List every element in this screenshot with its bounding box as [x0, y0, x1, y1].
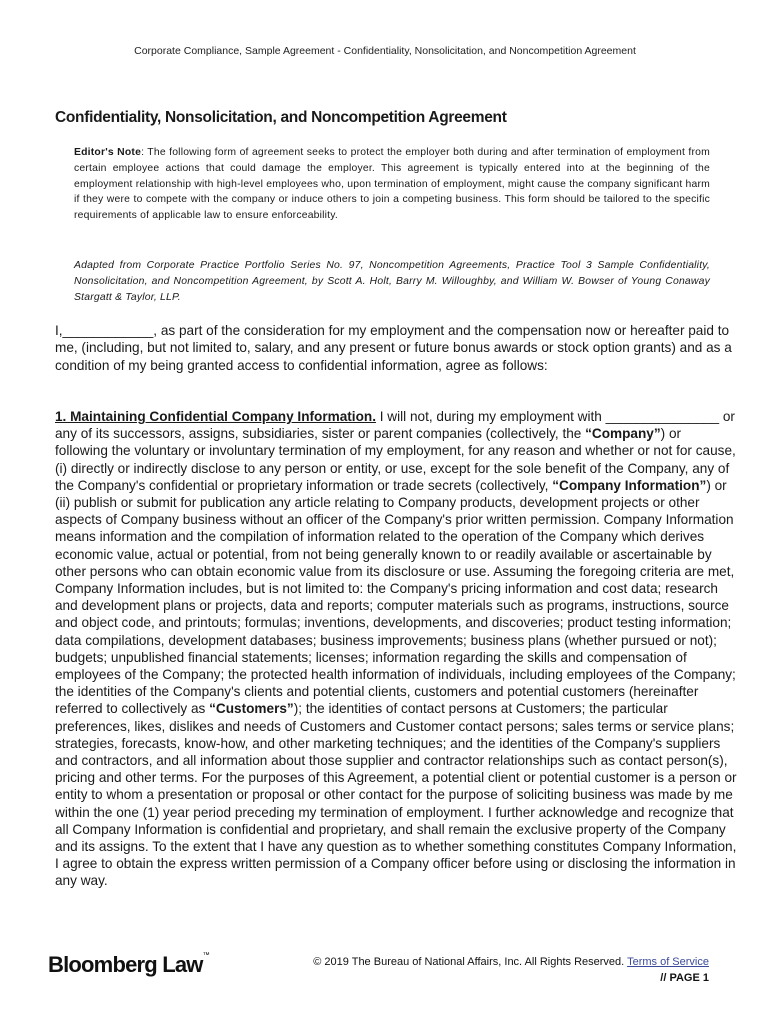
term-customers: “Customers”: [209, 701, 294, 717]
copyright-text: © 2019 The Bureau of National Affairs, Inc. All Rights Reserved.: [313, 956, 625, 968]
editor-note-label: Editor's Note: [74, 147, 142, 158]
section-1-text-c: ) or (ii) publish or submit for publication any article relating to Company products, development projects or other aspects of Company business without an officer of the Company's prior written permission. Company Information means information and the compilation of information related to the operation of the Company which derives economic value, actual or potential, from not being generally known to or readily available or ascertainable by other persons who can obtain economic value from its disclosure or use. Assuming the foregoing criteria are met, Company Information includes, but is not limited to: the Company's pricing information and cost data; research and development plans or projects, data and reports; computer materials such as programs, instructions, source and object code, and printouts; formulas; inventions, developments, and discoveries; product testing information; data compilations, development databases; business improvements; business plans (whether pursued or not); budgets; unpublished financial statements; licenses; information regarding the skills and compensation of employees of the Company; the protected health information of individuals, including employees of the Company; the identities of the Company's clients and potential clients, customers and potential customers (hereinafter referred to collectively as: [55, 477, 736, 717]
editor-note-text: : The following form of agreement seeks to protect the employer both during and after termination of employment from certain employee actions that could damage the employer. This agreement is typically entered into at the beginning of the employment relationship with high-level employees who, upon termination of employment, might cause the company significant harm if they were to compete with the company or induce others to join a competing business. This form should be tailored to the specific requirements of applicable law to ensure enforceability.: [74, 147, 710, 222]
logo-text: Bloomberg Law: [48, 952, 203, 977]
section-1: [55, 408, 737, 890]
document-title: Confidentiality, Nonsolicitation, and Noncompetition Agreement: [55, 109, 507, 126]
logo-trademark: ™: [202, 952, 210, 959]
adapted-from-note: Adapted from Corporate Practice Portfolio Series No. 97, Noncompetition Agreements, Practice Tool 3 Sample Confidentiality, Nonsolicitation, and Noncompetition Agreement, by Scott A. Holt, Barry M. Willoughby, and William W. Bowser of Young Conaway Stargatt & Taylor, LLP.: [74, 260, 710, 303]
section-1-text-b: ) or following the voluntary or involuntary termination of my employment, for any reason and whether or not for cause, (i) directly or indirectly disclose to any person or entity, or use, except for the sole benefit of the Company, any of the Company's confidential or proprietary information or trade secrets (collectively,: [55, 426, 736, 493]
bloomberg-law-logo: [48, 952, 210, 978]
running-header: Corporate Compliance, Sample Agreement - Confidentiality, Nonsolicitation, and Noncompetition Agreement: [134, 45, 636, 57]
term-company-information: “Company Information”: [552, 477, 707, 493]
page-number: // PAGE 1: [660, 972, 709, 984]
editor-note: [74, 145, 710, 224]
term-company: “Company”: [585, 426, 661, 442]
intro-paragraph: I,____________, as part of the consideration for my employment and the compensation now or hereafter paid to me, (including, but not limited to, salary, and any present or future bonus awards or stock option grants) and as a condition of my being granted access to confidential information, agree as follows:: [55, 323, 732, 373]
section-1-text-d: ); the identities of contact persons at Customers; the particular preferences, likes, dislikes and needs of Customers and Customer contact persons; sales terms or service plans; strategies, forecasts, know-how, and other marketing techniques; and the identities of the Company's suppliers and contractors, and all information about those supplier and contractor relationships such as contact person(s), pricing and other terms. For the purposes of this Agreement, a potential client or potential customer is a person or entity to whom a presentation or proposal or other contact for the purpose of soliciting business was made by me within the one (1) year period preceding my termination of employment. I further acknowledge and recognize that all Company Information is confidential and proprietary, and shall remain the exclusive property of the Company and its assigns. To the extent that I have any question as to whether something constitutes Company Information, I agree to obtain the express written permission of a Company officer before using or disclosing the information in any way.: [55, 701, 737, 889]
section-1-heading: 1. Maintaining Confidential Company Information.: [55, 409, 376, 424]
footer-copyright: [313, 954, 709, 986]
terms-of-service-link[interactable]: Terms of Service: [627, 956, 709, 968]
section-1-text-a: I will not, during my employment with _______________ or any of its successors, assigns, subsidiaries, sister or parent companies (collectively, the: [55, 409, 735, 442]
